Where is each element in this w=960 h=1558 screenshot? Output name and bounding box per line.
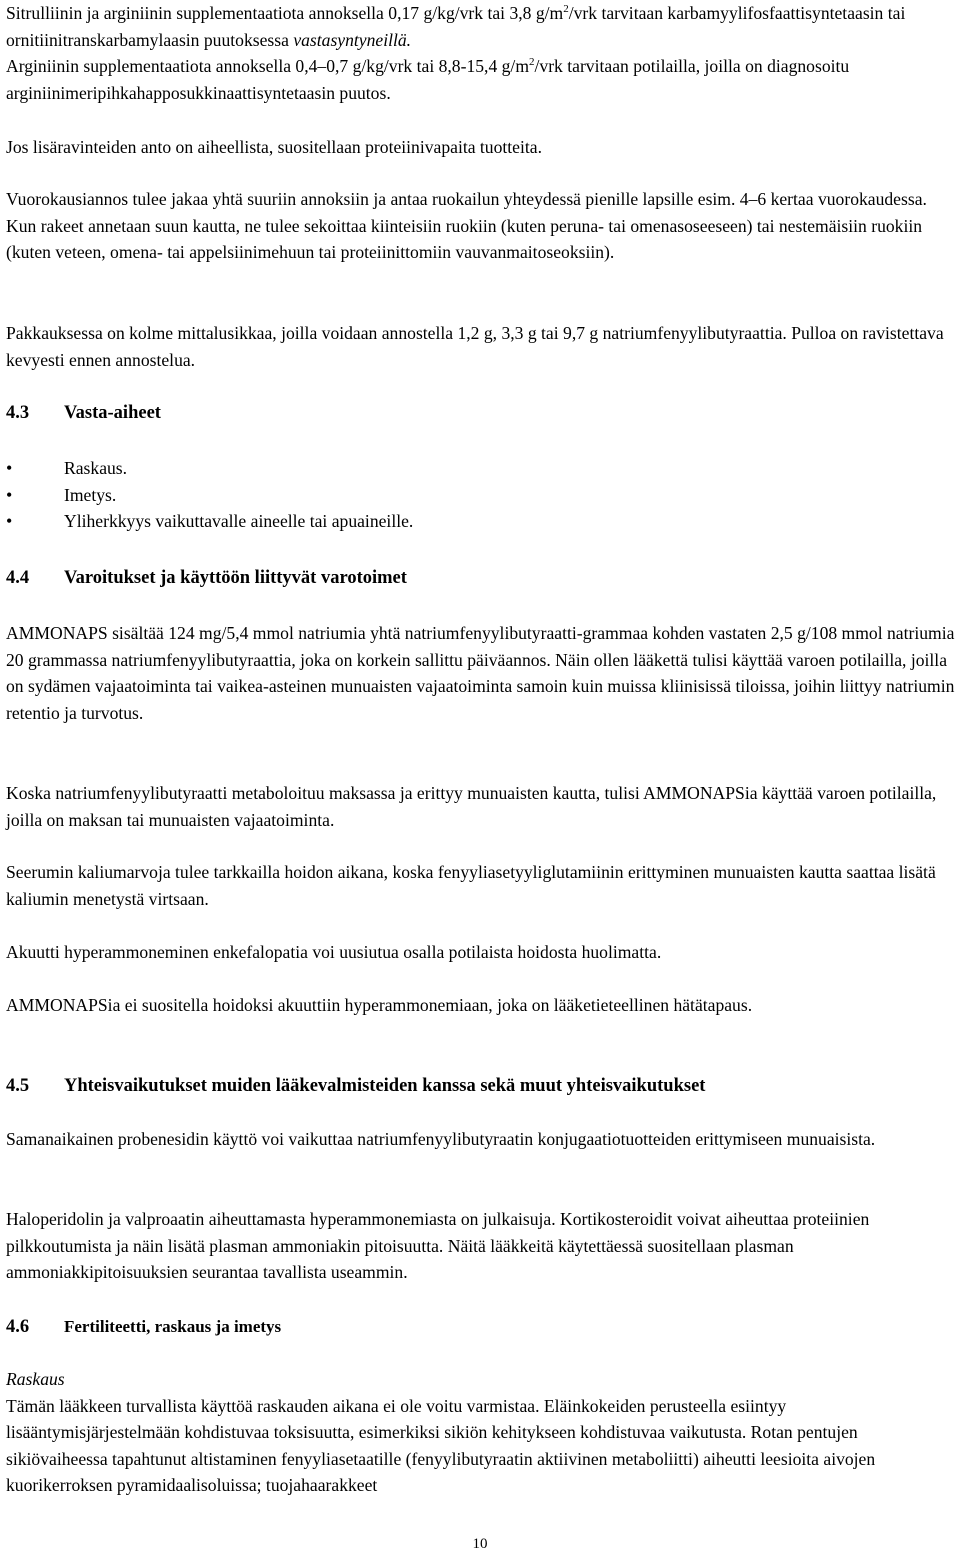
protein-paragraph: Jos lisäravinteiden anto on aiheellista, suositellaan proteiinivapaita tuotteita. (6, 137, 542, 157)
list-item: • Raskaus. (6, 455, 956, 482)
section-title: Fertiliteetti, raskaus ja imetys (64, 1317, 282, 1336)
pregnancy-block (6, 1366, 956, 1499)
section-4-5-heading (6, 1073, 956, 1100)
intro-paragraph-1: Sitrulliinin ja arginiinin supplementaatiota annoksella 0,17 g/kg/vrk tai 3,8 $g/m^2$/vrk tarvitaan karbamyylifosfaattisyntetaasin tai ornitiinitranskarbamylaasin puutoksessa vastasyntyneillä. (6, 3, 906, 50)
section-title: Yhteisvaikutukset muiden lääkevalmisteiden kanssa sekä muut yhteisvaikutukset (64, 1076, 706, 1096)
section-number: 4.5 (6, 1076, 30, 1096)
section-4-4-heading (6, 565, 956, 592)
daily-dose-paragraph: Vuorokausiannos tulee jakaa yhtä suuriin annoksiin ja antaa ruokailun yhteydessä pienille lapsille esim. 4–6 kertaa vuorokaudessa. Kun rakeet annetaan suun kautta, ne tulee sekoittaa kiinteisiin ruokiin (kuten peruna- tai omenasoseeseen) tai nestemäisiin ruokiin (kuten veteen, omena- tai appelsiinimehuun tai proteiinittomiin vauvanmaitoseoksiin). (6, 189, 927, 263)
section-4-3-heading (6, 400, 956, 427)
pregnancy-subheading: Raskaus (6, 1369, 65, 1389)
section-number: 4.6 (6, 1317, 30, 1337)
warning-paragraph-2: Koska natriumfenyylibutyraatti metaboloituu maksassa ja erittyy munuaisten kautta, tulisi AMMONAPSia käyttää varoen potilailla, joilla on maksan tai munuaisten vajaatoiminta. (6, 783, 937, 830)
section-title: Vasta-aiheet (64, 403, 161, 423)
contraindications-list (6, 455, 956, 535)
section-title: Varoitukset ja käyttöön liittyvät varotoimet (64, 568, 407, 588)
intro-paragraph-2: Arginiinin supplementaatiota annoksella 0,4–0,7 g/kg/vrk tai 8,8-15,4 $g/m^2$/vrk tarvitaan potilailla, joilla on diagnosoitu arginiinimeripihkahapposukkinaattisyntetaasin puutos. (6, 56, 850, 103)
list-item: • Imetys. (6, 482, 956, 509)
pregnancy-paragraph: Tämän lääkkeen turvallista käyttöä raskauden aikana ei ole voitu varmistaa. Eläinkokeiden perusteella esiintyy lisääntymisjärjestelmään kohdistuvaa toksisuutta, esimerkiksi sikiön kehitykseen kohdistuvaa vaikutusta. Rotan pentujen sikiövaiheessa tapahtunut altistaminen fenyyliasetaatille (fenyylibutyraatin aktiivinen metaboliitti) aiheutti leesioita aivojen kuorikerroksen pyramidaalisoluissa; tuojahaarakkeet (6, 1395, 876, 1496)
intro-block (6, 0, 956, 106)
interaction-paragraph-2: Haloperidolin ja valproaatin aiheuttamasta hyperammonemiasta on julkaisuja. Kortikosteroidit voivat aiheuttaa proteiinien pilkkoutumista ja näin lisätä plasman ammoniakin pitoisuutta. Näitä lääkkeitä käytettäessä suositellaan plasman ammoniakkipitoisuuksien seurantaa tavallista useammin. (6, 1209, 870, 1283)
package-paragraph: Pakkauksessa on kolme mittalusikkaa, joilla voidaan annostella 1,2 g, 3,3 g tai 9,7 g natriumfenyylibutyraattia. Pulloa on ravistettava kevyesti ennen annostelua. (6, 323, 944, 370)
warning-paragraph-4: Akuutti hyperammoneminen enkefalopatia voi uusiutua osalla potilaista hoidosta huolimatta. (6, 942, 662, 962)
page-number: 10 (472, 1536, 488, 1552)
list-item: • Yliherkkyys vaikuttavalle aineelle tai apuaineille. (6, 508, 956, 535)
section-number: 4.3 (6, 403, 30, 423)
section-number: 4.4 (6, 568, 30, 588)
warning-paragraph-5: AMMONAPSia ei suositella hoidoksi akuuttiin hyperammonemiaan, joka on lääketieteellinen hätätapaus. (6, 995, 753, 1015)
warning-paragraph-1: AMMONAPS sisältää 124 mg/5,4 mmol natriumia yhtä natriumfenyylibutyraatti-grammaa kohden vastaten 2,5 g/108 mmol natriumia 20 grammassa natriumfenyylibutyraattia, joka on korkein sallittu päiväannos. Näin ollen lääkettä tulisi käyttää varoen potilailla, joilla on sydämen vajaatoiminta tai vaikea-asteinen munuaisten vajaatoiminta samoin kuin muissa kliinisissä tiloissa, joihin liittyy natriumin retentio ja turvotus. (6, 623, 955, 723)
interaction-paragraph-1: Samanaikainen probenesidin käyttö voi vaikuttaa natriumfenyylibutyraatin konjugaatiotuotteiden erittymiseen munuaisista. (6, 1129, 876, 1149)
section-4-6-heading (6, 1314, 956, 1341)
warning-paragraph-3: Seerumin kaliumarvoja tulee tarkkailla hoidon aikana, koska fenyyliasetyyliglutamiinin erittyminen munuaisten kautta saattaa lisätä kaliumin menetystä virtsaan. (6, 862, 936, 909)
